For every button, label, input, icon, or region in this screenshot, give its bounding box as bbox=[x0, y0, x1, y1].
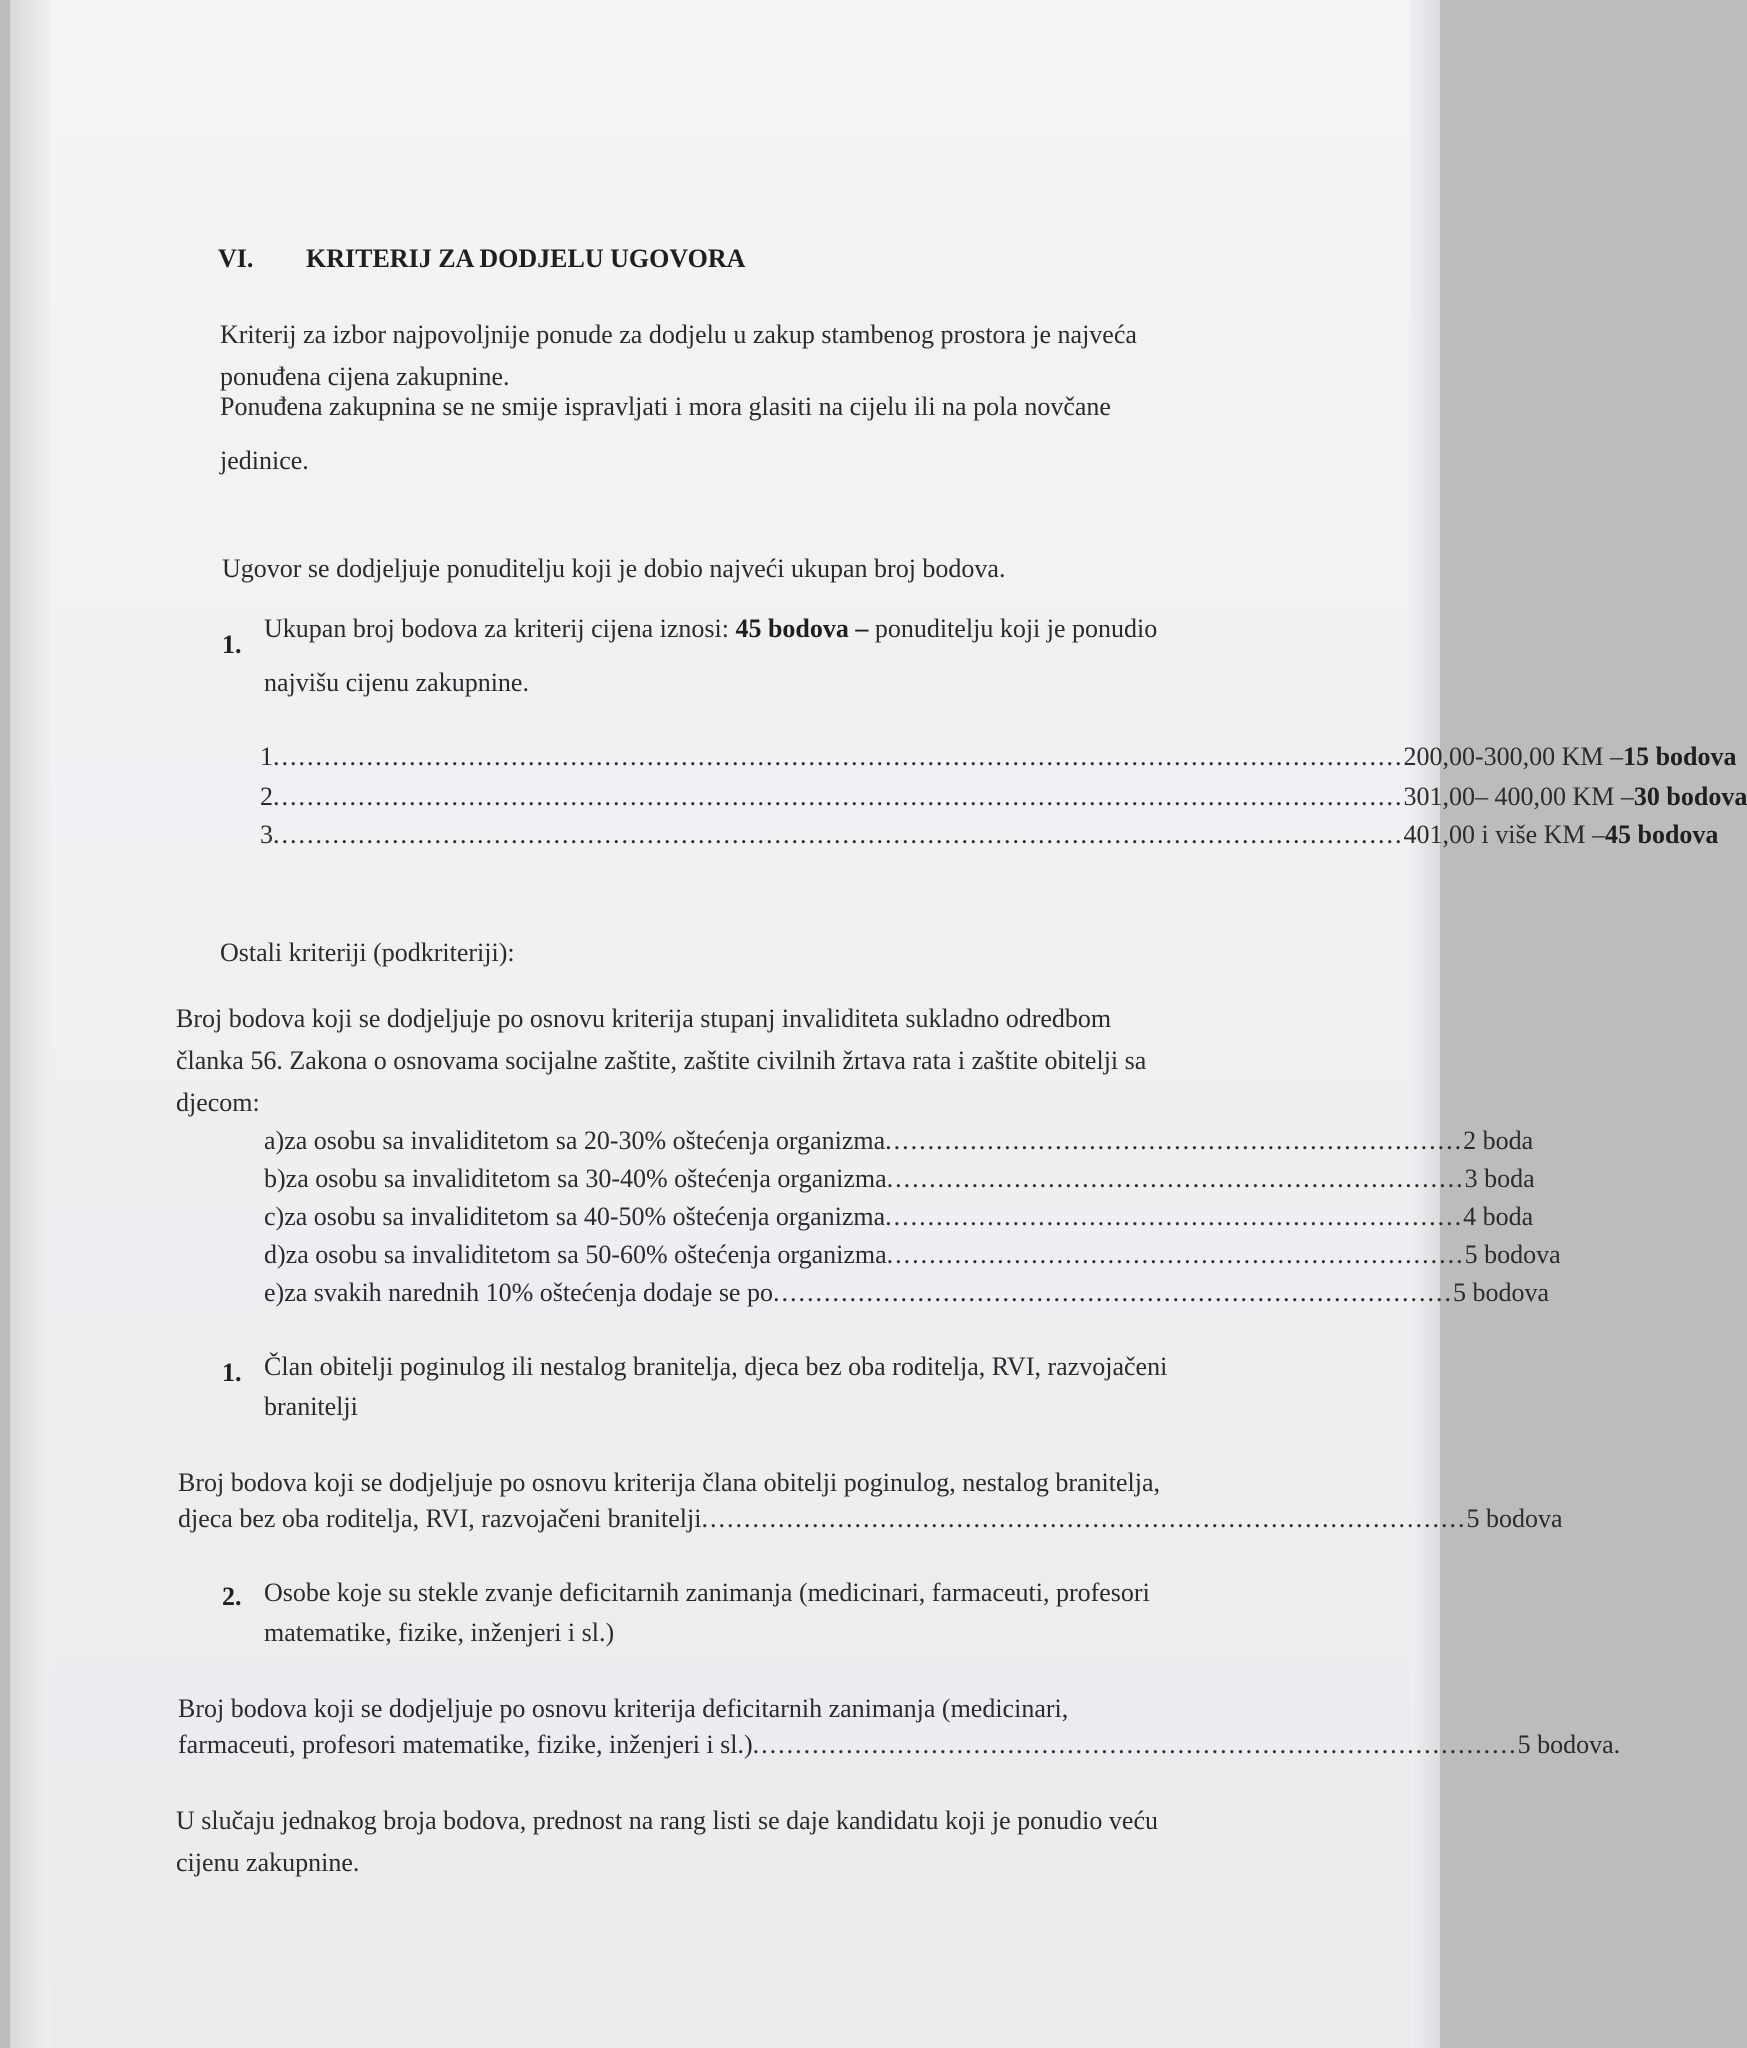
intro-line: ponuđena cijena zakupnine. bbox=[220, 362, 510, 391]
other-criteria-heading: Ostali kriteriji (podkriteriji): bbox=[220, 938, 515, 967]
veterans-paragraph: djeca bez oba roditelja, RVI, razvojačeni branitelji .......................................................................................... 5 bodova bbox=[178, 1504, 1563, 1533]
disability-item: c) za osobu sa invaliditetom sa 40-50% oštećenja organizma .................................................................... 4 boda bbox=[264, 1202, 1534, 1231]
intro-line: jedinice. bbox=[220, 446, 309, 475]
veterans-heading: branitelji bbox=[264, 1392, 358, 1421]
intro-line: Ponuđena zakupnina se ne smije ispravljati i mora glasiti na cijelu ili na pola novčane bbox=[220, 392, 1111, 421]
disability-intro: članka 56. Zakona o osnovama socijalne zaštite, zaštite civilnih žrtava rata i zaštite obitelji sa bbox=[176, 1046, 1147, 1075]
disability-item: e) za svakih narednih 10% oštećenja dodaje se po ................................................................................ 5 bodova bbox=[264, 1278, 1550, 1307]
price-row: 2 ..................................................................................................................................... 301,00– 400,00 KM – 30 bodova bbox=[260, 782, 1747, 811]
item-number: 2. bbox=[222, 1582, 242, 1611]
disability-item: d) za osobu sa invaliditetom sa 50-60% oštećenja organizma .................................................................... 5 bodova bbox=[264, 1240, 1561, 1269]
price-row: 1 ..................................................................................................................................... 200,00-300,00 KM – 15 bodova bbox=[260, 742, 1737, 771]
intro-line: Kriterij za izbor najpovoljnije ponude za dodjelu u zakup stambenog prostora je najveća bbox=[220, 320, 1137, 349]
item-number: 1. bbox=[222, 630, 242, 659]
veterans-paragraph: Broj bodova koji se dodjeljuje po osnovu kriterija člana obitelji poginulog, nestalog branitelja, bbox=[178, 1468, 1161, 1497]
deficit-heading: matematike, fizike, inženjeri i sl.) bbox=[264, 1618, 615, 1647]
item1-text: najvišu cijenu zakupnine. bbox=[264, 668, 529, 697]
disability-item: b) za osobu sa invaliditetom sa 30-40% oštećenja organizma .................................................................... 3 boda bbox=[264, 1164, 1535, 1193]
disability-intro: djecom: bbox=[176, 1088, 260, 1117]
deficit-paragraph: farmaceuti, profesori matematike, fizike, inženjeri i sl.) .......................................................................................... 5 bodova. bbox=[178, 1730, 1621, 1759]
deficit-paragraph: Broj bodova koji se dodjeljuje po osnovu kriterija deficitarnih zanimanja (medicinari, bbox=[178, 1694, 1069, 1723]
item1-text: Ukupan broj bodova za kriterij cijena iznosi: 45 bodova – ponuditelju koji je ponudio bbox=[264, 614, 1158, 643]
price-row: 3 ..................................................................................................................................... 401,00 i više KM – 45 bodova bbox=[260, 820, 1719, 849]
disability-item: a) za osobu sa invaliditetom sa 20-30% oštećenja organizma .................................................................... 2 boda bbox=[264, 1126, 1534, 1155]
tie-rule: U slučaju jednakog broja bodova, prednost na rang listi se daje kandidatu koji je ponudio veću bbox=[176, 1806, 1158, 1835]
deficit-heading: Osobe koje su stekle zvanje deficitarnih zanimanja (medicinari, farmaceuti, profesori bbox=[264, 1578, 1150, 1607]
section-number: VI. bbox=[218, 244, 254, 273]
tie-rule: cijenu zakupnine. bbox=[176, 1848, 360, 1877]
contract-line: Ugovor se dodjeljuje ponuditelju koji je dobio najveći ukupan broj bodova. bbox=[222, 554, 1006, 583]
document-page bbox=[10, 0, 1747, 2048]
page-edge-shadow bbox=[10, 0, 50, 2048]
veterans-heading: Član obitelji poginulog ili nestalog branitelja, djeca bez oba roditelja, RVI, razvojačeni bbox=[264, 1352, 1168, 1381]
section-title: KRITERIJ ZA DODJELU UGOVORA bbox=[306, 244, 746, 273]
item-number: 1. bbox=[222, 1358, 242, 1387]
disability-intro: Broj bodova koji se dodjeljuje po osnovu kriterija stupanj invaliditeta sukladno odredbom bbox=[176, 1004, 1112, 1033]
